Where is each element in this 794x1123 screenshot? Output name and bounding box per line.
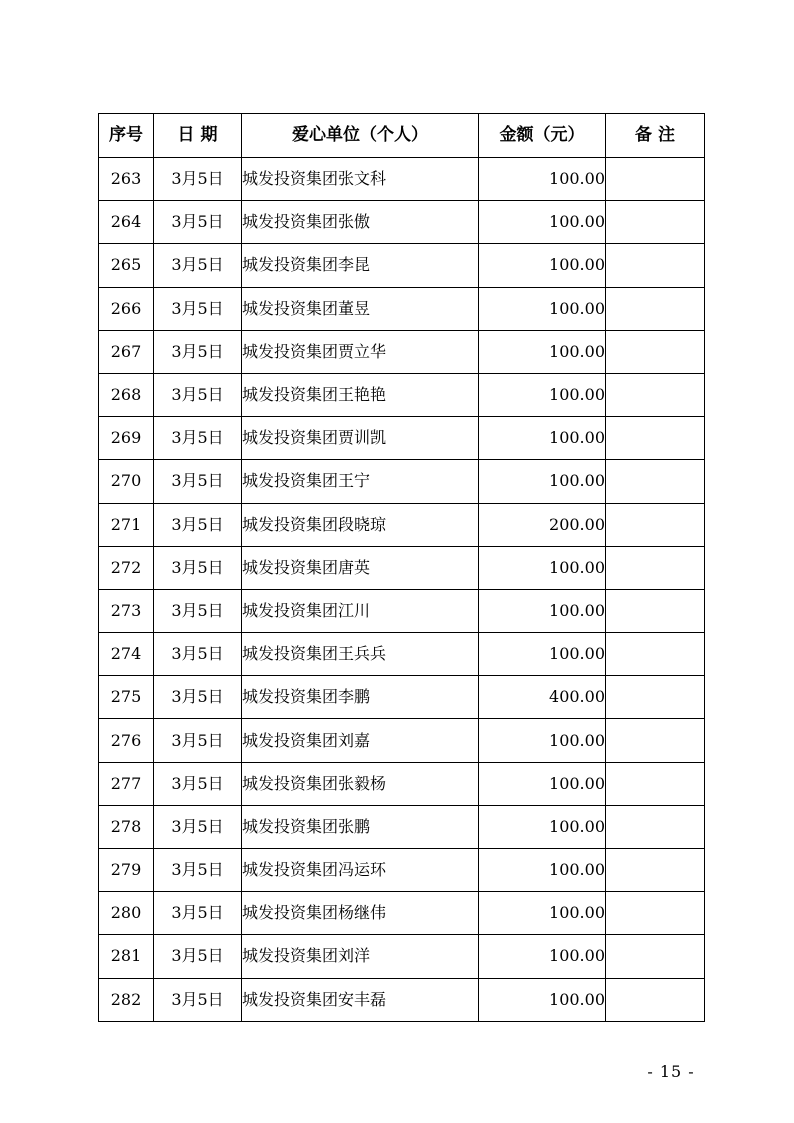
cell-note — [606, 417, 705, 460]
cell-amount: 100.00 — [479, 373, 606, 416]
cell-date: 3月5日 — [154, 287, 242, 330]
cell-date: 3月5日 — [154, 633, 242, 676]
cell-date: 3月5日 — [154, 330, 242, 373]
table-row — [99, 719, 705, 762]
cell-note — [606, 460, 705, 503]
table-row — [99, 244, 705, 287]
donation-table — [98, 113, 705, 1022]
table-row — [99, 978, 705, 1021]
cell-note — [606, 849, 705, 892]
cell-amount: 100.00 — [479, 805, 606, 848]
cell-donor-name: 城发投资集团王兵兵 — [242, 633, 479, 676]
table-row — [99, 676, 705, 719]
table-row — [99, 503, 705, 546]
cell-amount: 100.00 — [479, 158, 606, 201]
cell-note — [606, 373, 705, 416]
table-row — [99, 589, 705, 632]
cell-amount: 100.00 — [479, 589, 606, 632]
cell-amount: 200.00 — [479, 503, 606, 546]
cell-seq: 276 — [99, 719, 154, 762]
cell-donor-name: 城发投资集团江川 — [242, 589, 479, 632]
cell-seq: 274 — [99, 633, 154, 676]
cell-seq: 273 — [99, 589, 154, 632]
cell-donor-name: 城发投资集团杨继伟 — [242, 892, 479, 935]
cell-amount: 400.00 — [479, 676, 606, 719]
table-body — [99, 158, 705, 1022]
cell-seq: 263 — [99, 158, 154, 201]
header-amount: 金额（元） — [479, 114, 606, 158]
table-row — [99, 849, 705, 892]
cell-amount: 100.00 — [479, 287, 606, 330]
cell-seq: 264 — [99, 201, 154, 244]
cell-note — [606, 805, 705, 848]
cell-donor-name: 城发投资集团李鹏 — [242, 676, 479, 719]
cell-seq: 272 — [99, 546, 154, 589]
cell-donor-name: 城发投资集团唐英 — [242, 546, 479, 589]
cell-date: 3月5日 — [154, 546, 242, 589]
cell-amount: 100.00 — [479, 330, 606, 373]
cell-date: 3月5日 — [154, 201, 242, 244]
cell-seq: 271 — [99, 503, 154, 546]
cell-seq: 278 — [99, 805, 154, 848]
cell-donor-name: 城发投资集团贾训凯 — [242, 417, 479, 460]
cell-seq: 280 — [99, 892, 154, 935]
table-row — [99, 201, 705, 244]
table-row — [99, 158, 705, 201]
cell-date: 3月5日 — [154, 892, 242, 935]
cell-donor-name: 城发投资集团张鹏 — [242, 805, 479, 848]
table-row — [99, 373, 705, 416]
cell-note — [606, 762, 705, 805]
cell-date: 3月5日 — [154, 589, 242, 632]
page-number: - 15 - — [647, 1062, 695, 1081]
cell-note — [606, 330, 705, 373]
table-row — [99, 330, 705, 373]
cell-amount: 100.00 — [479, 892, 606, 935]
cell-donor-name: 城发投资集团安丰磊 — [242, 978, 479, 1021]
header-row — [99, 114, 705, 158]
cell-donor-name: 城发投资集团张傲 — [242, 201, 479, 244]
cell-note — [606, 633, 705, 676]
cell-seq: 268 — [99, 373, 154, 416]
cell-donor-name: 城发投资集团王艳艳 — [242, 373, 479, 416]
cell-note — [606, 719, 705, 762]
cell-seq: 270 — [99, 460, 154, 503]
table-row — [99, 546, 705, 589]
cell-seq: 267 — [99, 330, 154, 373]
cell-seq: 266 — [99, 287, 154, 330]
cell-note — [606, 201, 705, 244]
cell-seq: 277 — [99, 762, 154, 805]
table-row — [99, 805, 705, 848]
table-row — [99, 417, 705, 460]
cell-donor-name: 城发投资集团冯运环 — [242, 849, 479, 892]
cell-donor-name: 城发投资集团段晓琼 — [242, 503, 479, 546]
cell-donor-name: 城发投资集团刘洋 — [242, 935, 479, 978]
cell-date: 3月5日 — [154, 158, 242, 201]
cell-amount: 100.00 — [479, 460, 606, 503]
table-row — [99, 633, 705, 676]
cell-date: 3月5日 — [154, 719, 242, 762]
cell-date: 3月5日 — [154, 805, 242, 848]
cell-donor-name: 城发投资集团王宁 — [242, 460, 479, 503]
cell-note — [606, 935, 705, 978]
cell-date: 3月5日 — [154, 460, 242, 503]
cell-amount: 100.00 — [479, 849, 606, 892]
cell-date: 3月5日 — [154, 373, 242, 416]
cell-date: 3月5日 — [154, 244, 242, 287]
cell-amount: 100.00 — [479, 546, 606, 589]
cell-note — [606, 503, 705, 546]
cell-date: 3月5日 — [154, 849, 242, 892]
cell-date: 3月5日 — [154, 417, 242, 460]
cell-date: 3月5日 — [154, 935, 242, 978]
cell-donor-name: 城发投资集团贾立华 — [242, 330, 479, 373]
cell-note — [606, 287, 705, 330]
cell-date: 3月5日 — [154, 503, 242, 546]
cell-amount: 100.00 — [479, 978, 606, 1021]
cell-amount: 100.00 — [479, 244, 606, 287]
table-header — [99, 114, 705, 158]
header-seq: 序号 — [99, 114, 154, 158]
cell-note — [606, 546, 705, 589]
cell-seq: 275 — [99, 676, 154, 719]
cell-date: 3月5日 — [154, 978, 242, 1021]
cell-note — [606, 892, 705, 935]
cell-amount: 100.00 — [479, 762, 606, 805]
cell-amount: 100.00 — [479, 201, 606, 244]
cell-note — [606, 244, 705, 287]
table-row — [99, 892, 705, 935]
header-note: 备 注 — [606, 114, 705, 158]
cell-note — [606, 676, 705, 719]
cell-note — [606, 978, 705, 1021]
cell-donor-name: 城发投资集团刘嘉 — [242, 719, 479, 762]
cell-amount: 100.00 — [479, 719, 606, 762]
cell-amount: 100.00 — [479, 935, 606, 978]
cell-seq: 279 — [99, 849, 154, 892]
cell-note — [606, 158, 705, 201]
table-row — [99, 935, 705, 978]
table-row — [99, 287, 705, 330]
cell-date: 3月5日 — [154, 676, 242, 719]
cell-seq: 281 — [99, 935, 154, 978]
cell-donor-name: 城发投资集团董昱 — [242, 287, 479, 330]
table-row — [99, 762, 705, 805]
cell-seq: 265 — [99, 244, 154, 287]
cell-donor-name: 城发投资集团张毅杨 — [242, 762, 479, 805]
header-date: 日 期 — [154, 114, 242, 158]
cell-donor-name: 城发投资集团张文科 — [242, 158, 479, 201]
cell-amount: 100.00 — [479, 633, 606, 676]
cell-seq: 282 — [99, 978, 154, 1021]
cell-donor-name: 城发投资集团李昆 — [242, 244, 479, 287]
cell-amount: 100.00 — [479, 417, 606, 460]
cell-seq: 269 — [99, 417, 154, 460]
table-row — [99, 460, 705, 503]
cell-date: 3月5日 — [154, 762, 242, 805]
cell-note — [606, 589, 705, 632]
header-name: 爱心单位（个人） — [242, 114, 479, 158]
